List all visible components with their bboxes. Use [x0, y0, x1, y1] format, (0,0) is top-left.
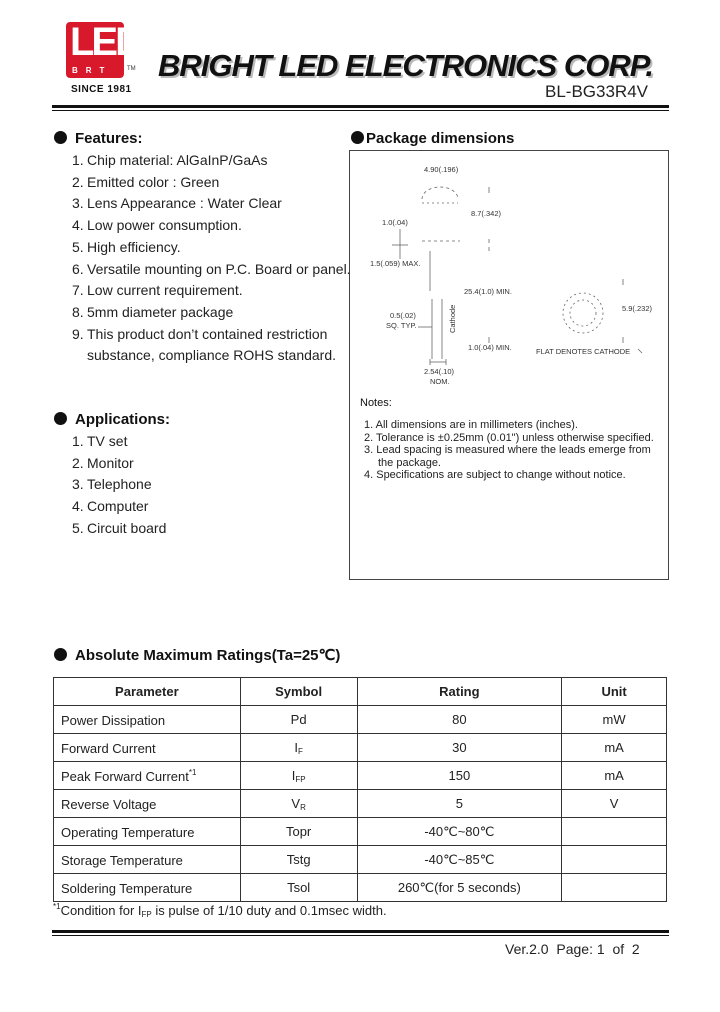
table-row — [54, 706, 667, 734]
package-heading: Package dimensions — [351, 130, 514, 147]
cell-rating: 80 — [357, 706, 562, 734]
features-heading: Features: — [54, 130, 143, 147]
table-row — [54, 874, 667, 902]
logo-letters: LED — [70, 20, 141, 64]
col-parameter: Parameter — [54, 678, 241, 706]
cell-parameter: Reverse Voltage — [54, 790, 241, 818]
note-item: 2. Tolerance is ±0.25mm (0.01") unless otherwise specified. — [364, 431, 654, 444]
cell-unit — [562, 846, 667, 874]
list-item: 5. Circuit board — [72, 519, 167, 536]
cell-symbol: $I_F$ — [240, 734, 357, 762]
bullet-icon — [54, 131, 67, 144]
ratings-table — [53, 677, 667, 902]
cell-symbol: Pd — [240, 706, 357, 734]
notes-title: Notes: — [360, 397, 392, 409]
note-item: 4. Specifications are subject to change without notice. — [364, 469, 626, 481]
version: Ver.2.0 — [505, 941, 549, 957]
dim-lead-size: 0.5(.02) — [390, 311, 416, 320]
dim-flange: 1.0(.04) — [382, 218, 408, 227]
list-item: 9. This product don’t contained restriction — [72, 325, 328, 342]
cell-rating: -40℃~85℃ — [357, 846, 562, 874]
notes-list — [364, 419, 664, 482]
logo-sub-text: BRT — [72, 66, 113, 75]
part-number: BL-BG33R4V — [545, 82, 648, 101]
col-symbol: Symbol — [240, 678, 357, 706]
cell-rating: -40℃~80℃ — [357, 818, 562, 846]
cell-parameter: Soldering Temperature — [54, 874, 241, 902]
cell-symbol: $I_{FP}$ — [240, 762, 357, 790]
cell-symbol: Tsol — [240, 874, 357, 902]
cell-parameter: Operating Temperature — [54, 818, 241, 846]
table-row — [54, 734, 667, 762]
dim-lead-spacing-label: NOM. — [430, 377, 450, 386]
dim-diameter: 4.90(.196) — [424, 165, 459, 174]
cell-symbol: Tstg — [240, 846, 357, 874]
footnote: $^{*1}$Condition for $I_{FP}$ is pulse of 1/10 duty and 0.1msec width. — [53, 902, 387, 919]
page-total: 2 — [631, 941, 640, 957]
page-info — [505, 941, 640, 957]
dim-lead-spacing: 2.54(.10) — [424, 367, 455, 376]
cell-rating: 150 — [357, 762, 562, 790]
bullet-icon — [54, 412, 67, 425]
features-list — [72, 150, 351, 367]
cell-unit: V — [562, 790, 667, 818]
dim-flange-diameter: 5.9(.232) — [622, 304, 653, 313]
list-item: 1. TV set — [72, 433, 128, 449]
page-of: of — [612, 941, 625, 957]
footer-rule-thin — [52, 935, 669, 936]
cell-parameter: Peak Forward Current$^{*1}$ — [54, 762, 241, 790]
cell-parameter: Power Dissipation — [54, 706, 241, 734]
page-label: Page: — [556, 941, 593, 957]
header-rule-thick — [52, 105, 669, 108]
dim-flange-max: 1.5(.059) MAX. — [370, 259, 421, 268]
table-row — [54, 762, 667, 790]
list-item: 2. Emitted color : Green — [72, 173, 220, 190]
dim-cathode-label: Cathode — [448, 304, 457, 333]
list-item: 8. 5mm diameter package — [72, 303, 234, 320]
dim-lead-min: 1.0(.04) MIN. — [468, 343, 512, 352]
list-item: 6. Versatile mounting on P.C. Board or panel. — [72, 260, 351, 277]
note-item: 3. Lead spacing is measured where the leads emerge from the package. — [364, 444, 651, 469]
list-item: 5. High efficiency. — [72, 238, 181, 255]
page-number: 1 — [596, 941, 605, 957]
table-row — [54, 846, 667, 874]
cell-parameter: Forward Current — [54, 734, 241, 762]
cell-rating: 5 — [357, 790, 562, 818]
cell-unit: mA — [562, 734, 667, 762]
applications-heading: Applications: — [54, 411, 170, 428]
bullet-icon — [351, 131, 364, 144]
cell-parameter: Storage Temperature — [54, 846, 241, 874]
list-item: 3. Telephone — [72, 476, 152, 493]
list-item: 4. Computer — [72, 498, 149, 515]
dim-flat-note: FLAT DENOTES CATHODE — [536, 347, 631, 356]
company-logo — [66, 20, 141, 84]
table-header-row — [54, 678, 667, 706]
dim-lead-length: 25.4(1.0) MIN. — [464, 287, 512, 296]
applications-list — [72, 431, 166, 540]
dim-lead-size-label: SQ. TYP. — [386, 321, 417, 330]
table-row — [54, 818, 667, 846]
cell-rating: 30 — [357, 734, 562, 762]
list-item: 1. Chip material: AlGaInP/GaAs — [72, 152, 268, 168]
bullet-icon — [54, 648, 67, 661]
cell-unit — [562, 874, 667, 902]
table-row — [54, 790, 667, 818]
list-item: 7. Low current requirement. — [72, 282, 243, 299]
ratings-heading: Absolute Maximum Ratings(Ta=25℃) — [54, 646, 340, 664]
package-drawing-box — [349, 150, 669, 580]
since-year: SINCE 1981 — [71, 84, 132, 95]
cell-unit — [562, 818, 667, 846]
cell-rating: 260℃(for 5 seconds) — [357, 874, 562, 902]
list-item: substance, compliance ROHS standard. — [87, 347, 337, 364]
list-item: 3. Lens Appearance : Water Clear — [72, 195, 282, 212]
list-item: 2. Monitor — [72, 454, 134, 471]
cell-unit: mW — [562, 706, 667, 734]
dim-height: 8.7(.342) — [471, 209, 502, 218]
col-unit: Unit — [562, 678, 667, 706]
list-item: 4. Low power consumption. — [72, 217, 242, 234]
company-name: BRIGHT LED ELECTRONICS CORP. — [158, 48, 654, 83]
cell-symbol: Topr — [240, 818, 357, 846]
footer-rule-thick — [52, 930, 669, 933]
logo-trademark: TM — [127, 66, 136, 72]
cell-symbol: $V_R$ — [240, 790, 357, 818]
note-item: 1. All dimensions are in millimeters (inches). — [364, 419, 578, 431]
col-rating: Rating — [357, 678, 562, 706]
cell-unit: mA — [562, 762, 667, 790]
header-rule-thin — [52, 110, 669, 111]
